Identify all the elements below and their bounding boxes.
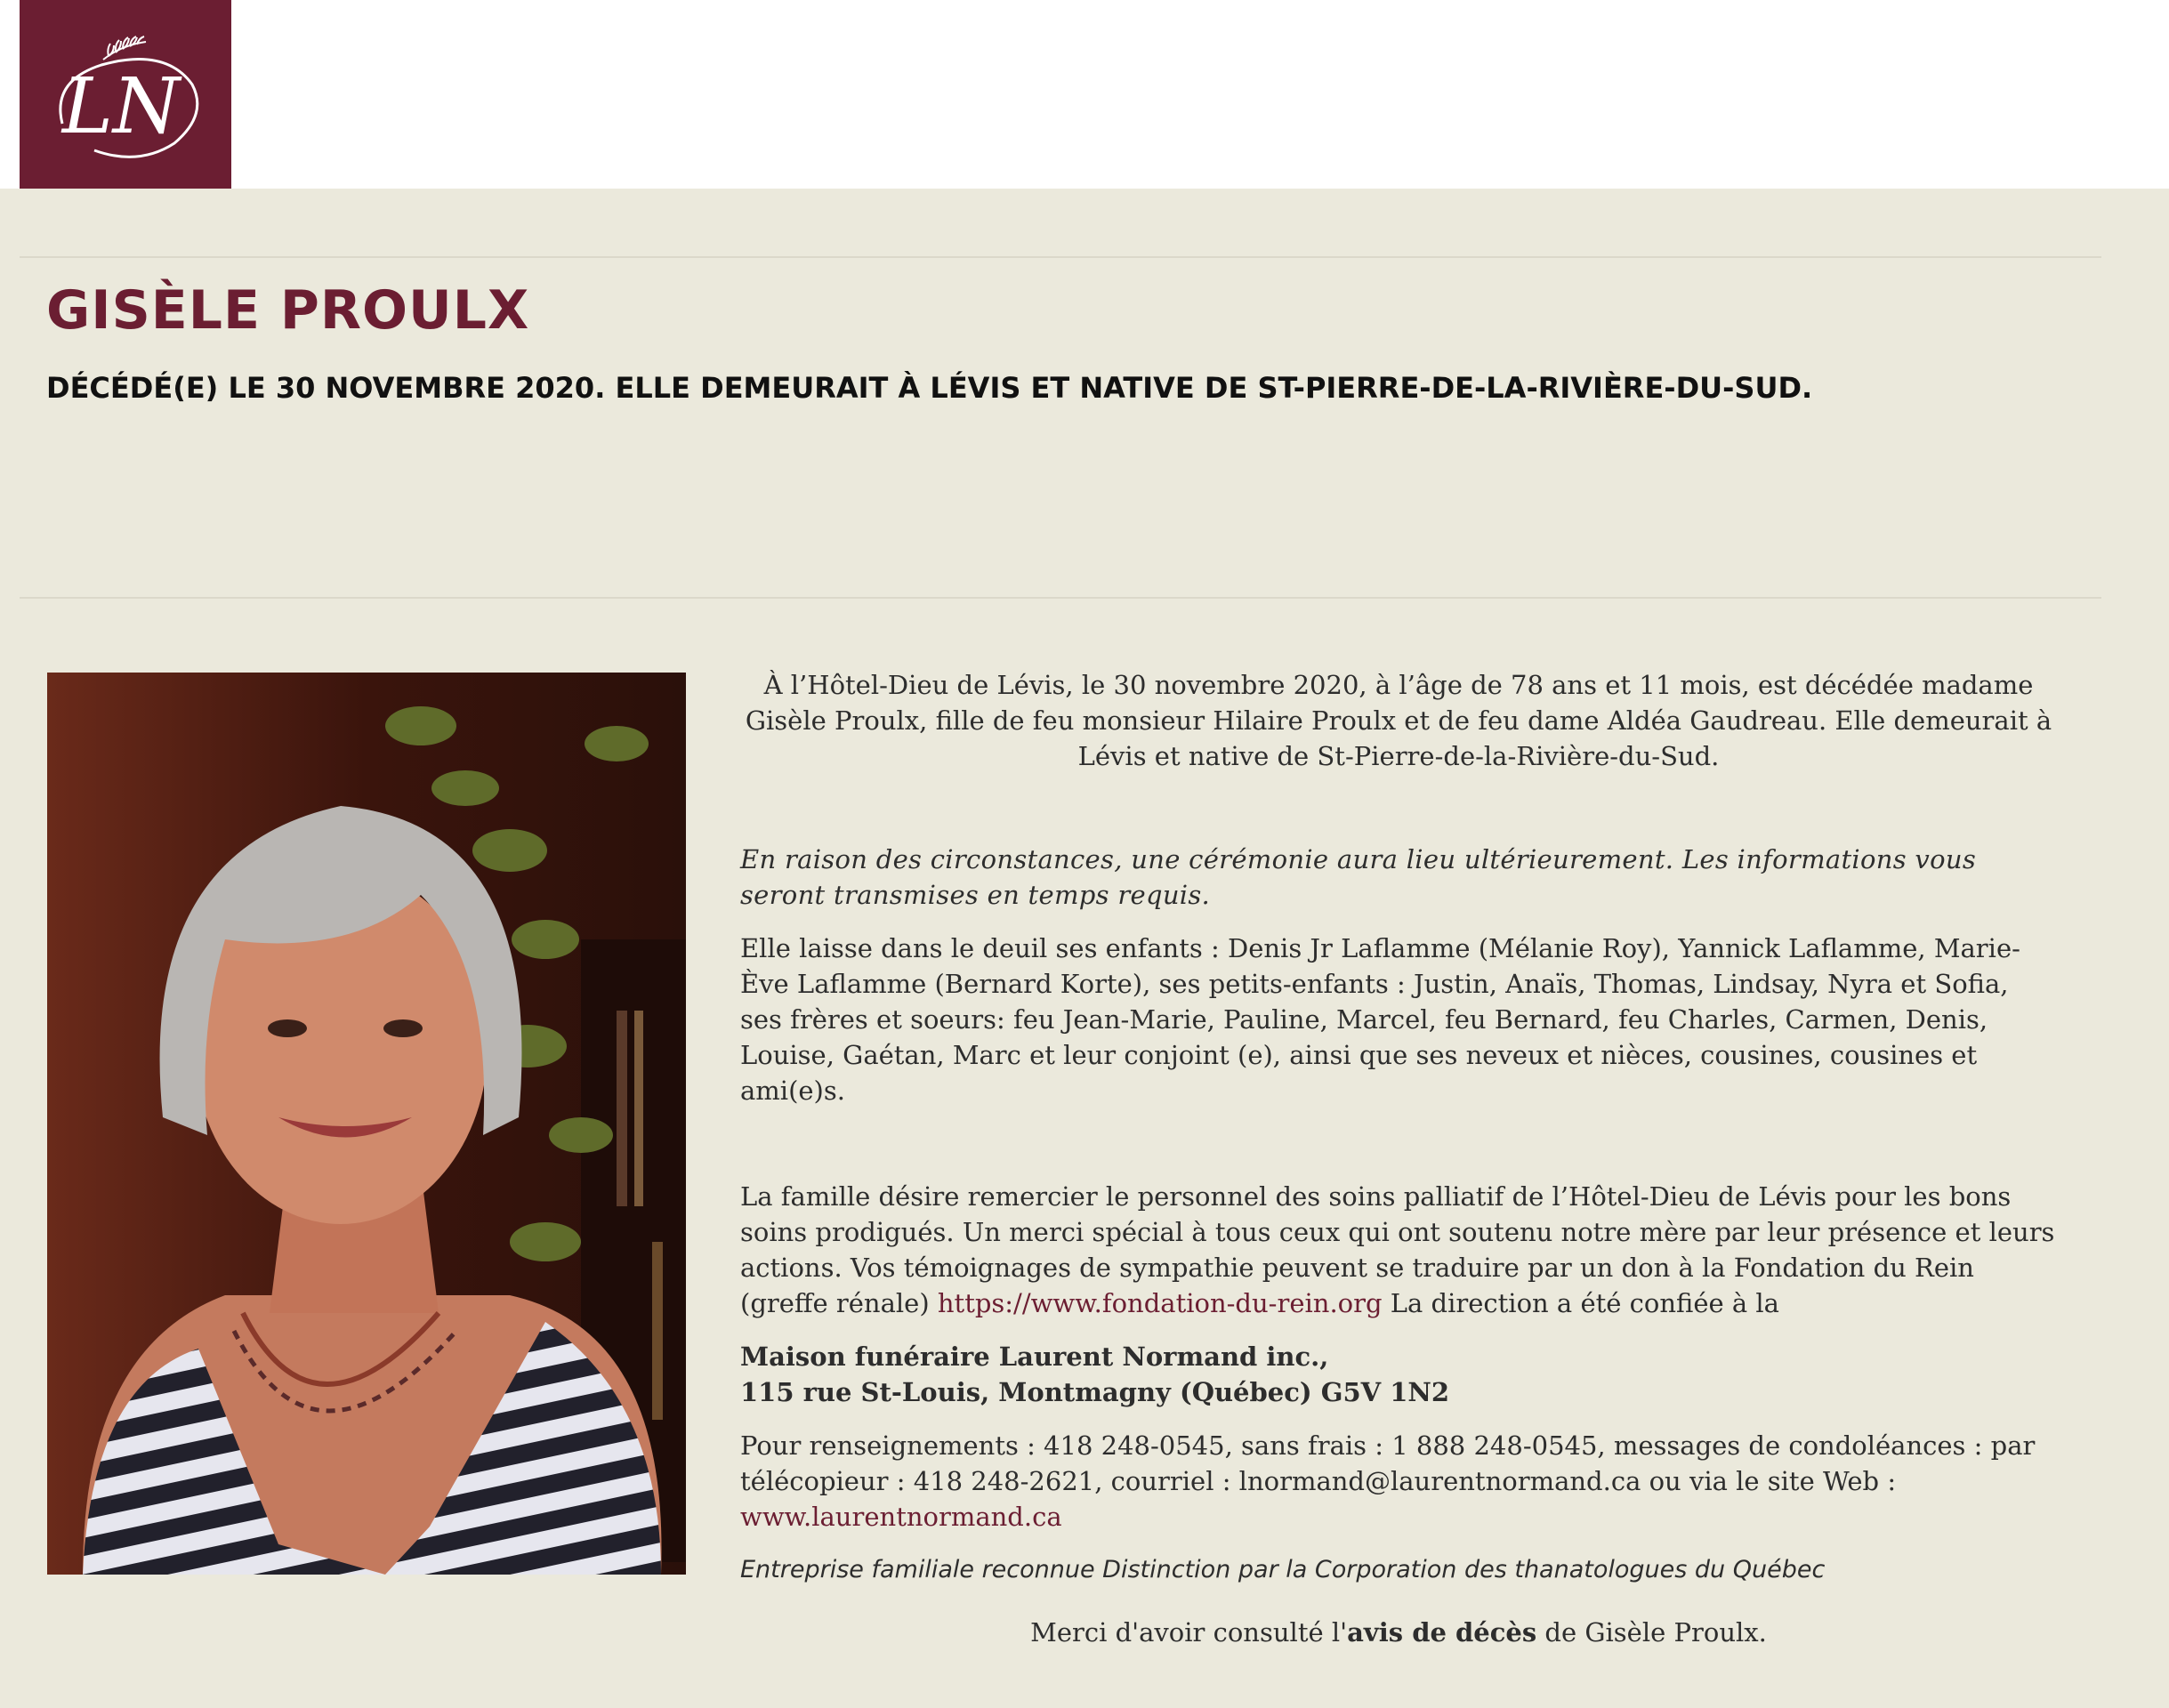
deceased-name: GISÈLE PROULX bbox=[46, 279, 530, 342]
obituary-text bbox=[740, 667, 2057, 1650]
portrait-photo bbox=[47, 673, 686, 1575]
section-divider bbox=[20, 597, 2101, 599]
contact-text: Pour renseignements : 418 248-0545, sans frais : 1 888 248-0545, messages de condoléances : par télécopieur : 418 248-2621, courriel : lnormand@laurentnormand.ca ou via le site Web : bbox=[740, 1430, 2036, 1496]
ceremony-notice: En raison des circonstances, une cérémonie aura lieu ultérieurement. Les informations vous seront transmises en temps requis. bbox=[740, 844, 1977, 910]
website-link[interactable]: www.laurentnormand.ca bbox=[740, 1502, 1062, 1532]
ln-monogram-logo bbox=[32, 19, 219, 170]
distinction-text: Entreprise familiale reconnue Distinction par la Corporation des thanatologues du Québec bbox=[740, 1556, 1826, 1583]
death-summary: DÉCÉDÉ(E) LE 30 NOVEMBRE 2020. ELLE DEMEURAIT À LÉVIS ET NATIVE DE ST-PIERRE-DE-LA-RIVIÈRE-DU-SUD. bbox=[46, 371, 1813, 405]
contact-paragraph bbox=[740, 1428, 2057, 1535]
main-content bbox=[0, 189, 2169, 1708]
thanks-paragraph bbox=[740, 1179, 2057, 1321]
closing-line bbox=[740, 1615, 2057, 1650]
survivors-paragraph: Elle laisse dans le deuil ses enfants : Denis Jr Laflamme (Mélanie Roy), Yannick Laflamme, Marie-Ève Laflamme (Bernard Korte), ses petits-enfants : Justin, Anaïs, Thomas, Lindsay, Nyra et Sofia, ses frères et soeurs: feu Jean-Marie, Pauline, Marcel, feu Bernard, feu Charles, Carmen, Denis, Louise, Gaétan, Marc et leur conjoint (e), ainsi que ses neveux et nièces, cousines, cousines et ami(e)s. bbox=[740, 933, 2020, 1106]
thanks-text: La famille désire remercier le personnel des soins palliatif de l’Hôtel-Dieu de Lévis pour les bons soins prodigués. Un merci spécial à tous ceux qui ont soutenu notre mère par leur présence et leurs actions. Vos témoignages de sympathie peuvent se traduire par un don à la Fondation du Rein (greffe rénale) bbox=[740, 1181, 2055, 1318]
closing-prefix: Merci d'avoir consulté l' bbox=[1030, 1617, 1348, 1648]
logo-link[interactable] bbox=[20, 0, 231, 189]
donation-link[interactable]: https://www.fondation-du-rein.org bbox=[937, 1288, 1383, 1318]
funeral-home-address: 115 rue St-Louis, Montmagny (Québec) G5V 1N2 bbox=[740, 1377, 1450, 1407]
intro-paragraph: À l’Hôtel-Dieu de Lévis, le 30 novembre 2020, à l’âge de 78 ans et 11 mois, est décédée madame Gisèle Proulx, fille de feu monsieur Hilaire Proulx et de feu dame Aldéa Gaudreau. Elle demeurait à Lévis et native de St-Pierre-de-la-Rivière-du-Sud. bbox=[745, 670, 2052, 771]
site-header bbox=[0, 0, 2169, 189]
top-divider bbox=[20, 256, 2101, 258]
logo-monogram-text: LN bbox=[61, 62, 181, 151]
closing-bold: avis de décès bbox=[1347, 1617, 1537, 1648]
direction-text: La direction a été confiée à la bbox=[1382, 1288, 1779, 1318]
closing-suffix: de Gisèle Proulx. bbox=[1536, 1617, 1767, 1648]
funeral-home-name: Maison funéraire Laurent Normand inc., bbox=[740, 1341, 1329, 1372]
